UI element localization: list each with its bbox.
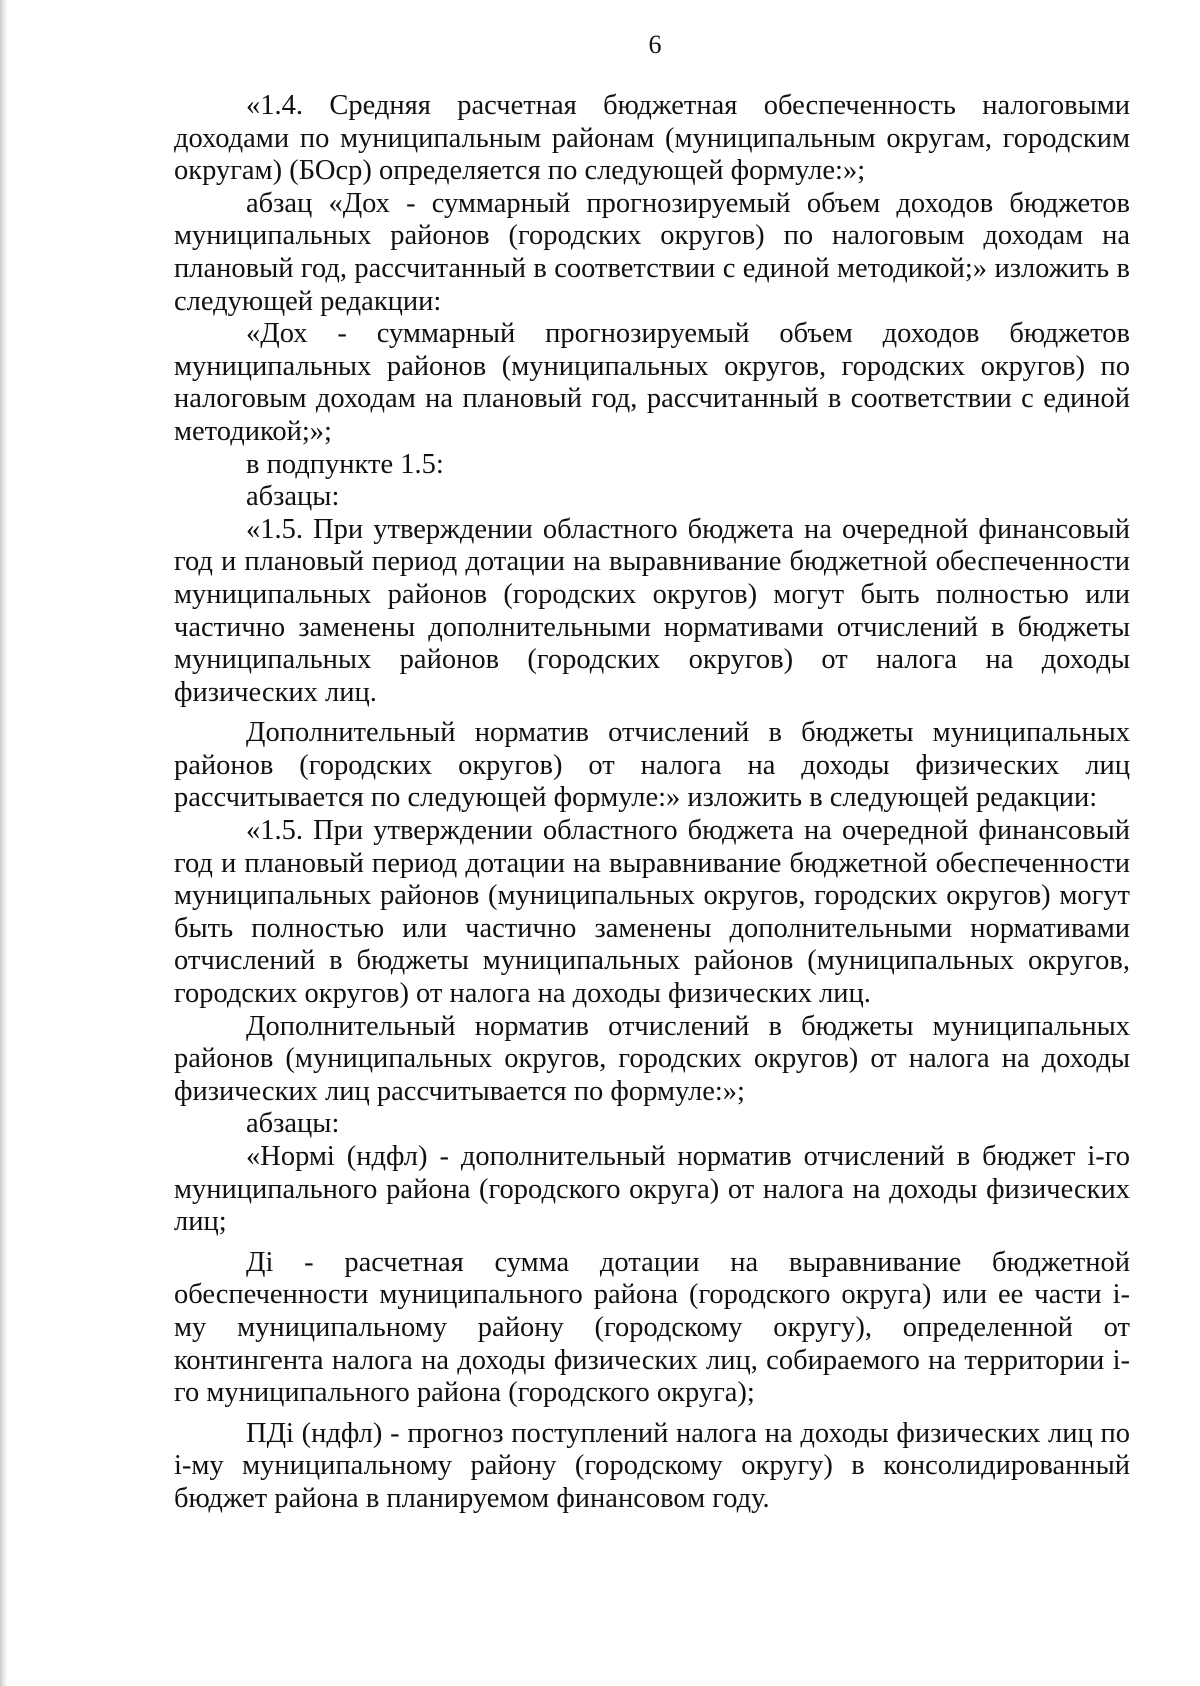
scan-edge [0, 0, 8, 1686]
page-number: 6 [648, 30, 662, 59]
paragraph-1-5-old: «1.5. При утверждении областного бюджета на очередной финансовый год и плановый период дотации на выравнивание бюджетной обеспеченности муниципальных районов (городских округов) могут быть полностью или частично заменены дополнительными нормативами отчислений в бюджеты муниципальных районов (городских округов) от налога на доходы физических лиц. [174, 513, 1130, 708]
paragraph-d-i: Дi - расчетная сумма дотации на выравнивание бюджетной обеспеченности муниципального района (городского округа) или ее части i-му муниципальному району (городскому округу), определенной от контингента налога на доходы физических лиц, собираемого на территории i-го муниципального района (городского округа); [174, 1246, 1130, 1409]
document-body [174, 90, 1130, 1516]
paragraph-subpoint-1-5: в подпункте 1.5: [246, 448, 444, 480]
paragraph-abzatsy-1: абзацы: [246, 481, 340, 513]
paragraph-pd-i: ПДi (ндфл) - прогноз поступлений налога на доходы физических лиц по i-му муниципальному району (городскому округу) в консолидированный бюджет района в планируемом финансовом году. [174, 1417, 1130, 1514]
paragraph-normative-new: Дополнительный норматив отчислений в бюджеты муниципальных районов (муниципальных округов, городских округов) от налога на доходы физических лиц рассчитывается по формуле:»; [174, 1010, 1130, 1107]
paragraph-norm-i: «Нормi (ндфл) - дополнительный норматив отчислений в бюджет i-го муниципального района (городского округа) от налога на доходы физических лиц; [174, 1141, 1130, 1238]
paragraph-normative-old: Дополнительный норматив отчислений в бюджеты муниципальных районов (городских округов) от налога на доходы физических лиц рассчитывается по следующей формуле:» изложить в следующей редакции: [174, 717, 1130, 814]
paragraph-1-4-heading: «1.4. Средняя расчетная бюджетная обеспеченность налоговыми доходами по муниципальным районам (муниципальным округам, городским округам) (БОср) определяется по следующей формуле:»; [174, 90, 1130, 187]
paragraph-abzatsy-2: абзацы: [246, 1108, 340, 1140]
paragraph-dokh-old: абзац «Дох - суммарный прогнозируемый объем доходов бюджетов муниципальных районов (городских округов) по налоговым доходам на плановый год, рассчитанный в соответствии с единой методикой;» изложить в следующей редакции: [174, 187, 1130, 317]
paragraph-1-5-new: «1.5. При утверждении областного бюджета на очередной финансовый год и плановый период дотации на выравнивание бюджетной обеспеченности муниципальных районов (муниципальных округов, городских округов) могут быть полностью или частично заменены дополнительными нормативами отчислений в бюджеты муниципальных районов (муниципальных округов, городских округов) от налога на доходы физических лиц. [174, 815, 1130, 1010]
paragraph-dokh-new: «Дох - суммарный прогнозируемый объем доходов бюджетов муниципальных районов (муниципальных округов, городских округов) по налоговым доходам на плановый год, рассчитанный в соответствии с единой методикой;»; [174, 318, 1130, 447]
